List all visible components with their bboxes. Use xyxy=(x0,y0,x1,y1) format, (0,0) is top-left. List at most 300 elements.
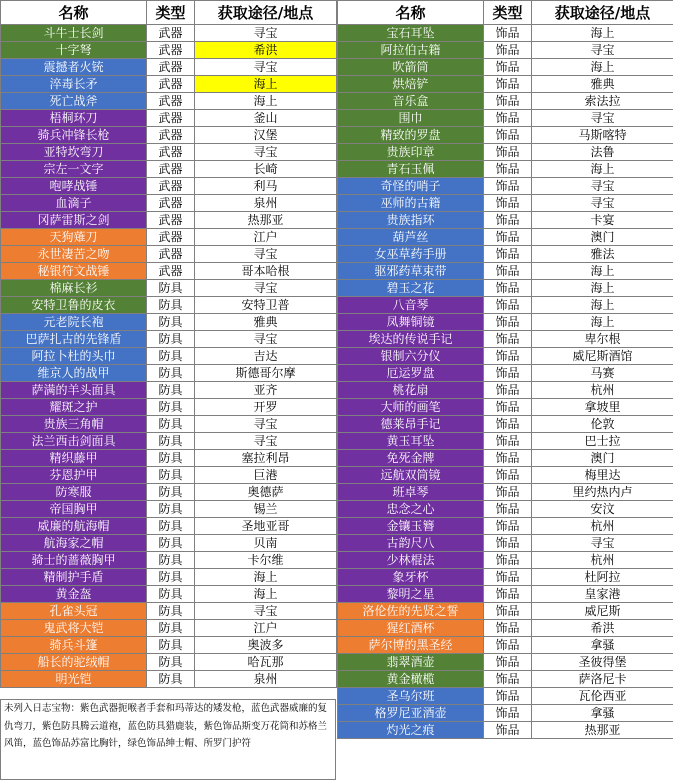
item-type-cell: 防具 xyxy=(147,654,195,671)
table-row xyxy=(338,246,673,263)
item-type-cell: 饰品 xyxy=(484,76,532,93)
item-type-cell: 防具 xyxy=(147,586,195,603)
table-row xyxy=(338,280,673,297)
table-row xyxy=(1,535,337,552)
item-type-cell: 饰品 xyxy=(484,586,532,603)
item-type-cell: 武器 xyxy=(147,195,195,212)
item-location-cell: 威尼斯 xyxy=(532,603,673,620)
item-name-cell: 阿拉卜杜的头巾 xyxy=(1,348,147,365)
item-location-cell: 卑尔根 xyxy=(532,331,673,348)
item-location-cell: 安汶 xyxy=(532,501,673,518)
table-row xyxy=(338,348,673,365)
item-name-cell: 大师的画笔 xyxy=(338,399,484,416)
table-row xyxy=(1,501,337,518)
item-name-cell: 维京人的战甲 xyxy=(1,365,147,382)
item-location-cell: 威尼斯酒馆 xyxy=(532,348,673,365)
item-type-cell: 防具 xyxy=(147,280,195,297)
item-type-cell: 武器 xyxy=(147,178,195,195)
item-location-cell: 寻宝 xyxy=(195,59,337,76)
table-row xyxy=(338,331,673,348)
item-location-cell: 寻宝 xyxy=(532,42,673,59)
column-header-type: 类型 xyxy=(147,1,195,25)
item-location-cell: 寻宝 xyxy=(532,195,673,212)
item-name-cell: 梧桐环刀 xyxy=(1,110,147,127)
item-location-cell: 寻宝 xyxy=(532,178,673,195)
item-name-cell: 骑兵斗篷 xyxy=(1,637,147,654)
item-location-cell: 海上 xyxy=(532,25,673,42)
item-name-cell: 萨满的羊头面具 xyxy=(1,382,147,399)
item-type-cell: 饰品 xyxy=(484,620,532,637)
item-name-cell: 精致的罗盘 xyxy=(338,127,484,144)
item-type-cell: 饰品 xyxy=(484,382,532,399)
table-row xyxy=(338,263,673,280)
item-type-cell: 防具 xyxy=(147,518,195,535)
column-header-location: 获取途径/地点 xyxy=(532,1,673,25)
item-type-cell: 防具 xyxy=(147,348,195,365)
item-name-cell: 亚特坎弯刀 xyxy=(1,144,147,161)
table-row xyxy=(1,331,337,348)
item-type-cell: 饰品 xyxy=(484,552,532,569)
item-location-cell: 热那亚 xyxy=(195,212,337,229)
item-type-cell: 武器 xyxy=(147,25,195,42)
table-row xyxy=(338,535,673,552)
item-name-cell: 忠念之心 xyxy=(338,501,484,518)
item-location-cell: 寻宝 xyxy=(532,110,673,127)
item-type-cell: 武器 xyxy=(147,144,195,161)
table-row xyxy=(338,144,673,161)
item-type-cell: 防具 xyxy=(147,569,195,586)
item-name-cell: 淬毒长矛 xyxy=(1,76,147,93)
item-name-cell: 烘焙铲 xyxy=(338,76,484,93)
table-row xyxy=(338,569,673,586)
item-location-cell: 贝南 xyxy=(195,535,337,552)
item-type-cell: 饰品 xyxy=(484,450,532,467)
item-name-cell: 德莱昂手记 xyxy=(338,416,484,433)
item-name-cell: 威廉的航海帽 xyxy=(1,518,147,535)
table-row xyxy=(1,637,337,654)
item-type-cell: 防具 xyxy=(147,620,195,637)
item-type-cell: 防具 xyxy=(147,501,195,518)
item-name-cell: 翡翠酒壶 xyxy=(338,654,484,671)
item-location-cell: 寻宝 xyxy=(195,280,337,297)
item-name-cell: 驱邪药草束带 xyxy=(338,263,484,280)
item-location-cell: 寻宝 xyxy=(195,416,337,433)
item-type-cell: 饰品 xyxy=(484,688,532,705)
table-row xyxy=(1,569,337,586)
item-type-cell: 武器 xyxy=(147,161,195,178)
table-row xyxy=(338,161,673,178)
item-name-cell: 少林棍法 xyxy=(338,552,484,569)
item-name-cell: 黄金橄榄 xyxy=(338,671,484,688)
item-type-cell: 武器 xyxy=(147,263,195,280)
item-name-cell: 碧玉之花 xyxy=(338,280,484,297)
item-location-cell: 海上 xyxy=(532,297,673,314)
table-row xyxy=(338,178,673,195)
item-name-cell: 免死金牌 xyxy=(338,450,484,467)
item-name-cell: 帝国胸甲 xyxy=(1,501,147,518)
table-row xyxy=(1,263,337,280)
table-row xyxy=(338,654,673,671)
item-name-cell: 永世凄苦之吻 xyxy=(1,246,147,263)
item-type-cell: 饰品 xyxy=(484,365,532,382)
item-location-cell: 亚齐 xyxy=(195,382,337,399)
table-row xyxy=(1,42,337,59)
item-name-cell: 远航双筒镜 xyxy=(338,467,484,484)
item-type-cell: 饰品 xyxy=(484,671,532,688)
item-type-cell: 饰品 xyxy=(484,654,532,671)
item-name-cell: 青石玉佩 xyxy=(338,161,484,178)
table-row xyxy=(1,161,337,178)
table-row xyxy=(1,654,337,671)
item-type-cell: 饰品 xyxy=(484,161,532,178)
item-name-cell: 棉麻长衫 xyxy=(1,280,147,297)
item-name-cell: 骑兵冲锋长枪 xyxy=(1,127,147,144)
item-name-cell: 法兰西击剑面具 xyxy=(1,433,147,450)
item-location-cell: 杭州 xyxy=(532,518,673,535)
item-name-cell: 巴萨扎古的先锋盾 xyxy=(1,331,147,348)
item-type-cell: 饰品 xyxy=(484,229,532,246)
item-name-cell: 猩红酒杯 xyxy=(338,620,484,637)
table-row xyxy=(338,433,673,450)
item-type-cell: 防具 xyxy=(147,433,195,450)
item-name-cell: 埃达的传说手记 xyxy=(338,331,484,348)
item-type-cell: 武器 xyxy=(147,246,195,263)
item-location-cell: 海上 xyxy=(532,59,673,76)
item-location-cell: 江户 xyxy=(195,229,337,246)
table-row xyxy=(338,110,673,127)
item-location-cell: 海上 xyxy=(195,93,337,110)
item-name-cell: 宝石耳坠 xyxy=(338,25,484,42)
table-row xyxy=(1,229,337,246)
item-type-cell: 饰品 xyxy=(484,603,532,620)
item-type-cell: 武器 xyxy=(147,212,195,229)
item-location-cell: 海上 xyxy=(195,586,337,603)
table-row xyxy=(1,246,337,263)
item-type-cell: 饰品 xyxy=(484,705,532,722)
item-type-cell: 饰品 xyxy=(484,195,532,212)
item-name-cell: 安特卫鲁的皮衣 xyxy=(1,297,147,314)
accessories-table xyxy=(337,0,673,739)
item-location-cell: 里约热内卢 xyxy=(532,484,673,501)
table-row xyxy=(338,127,673,144)
item-type-cell: 武器 xyxy=(147,127,195,144)
table-row xyxy=(1,433,337,450)
item-type-cell: 防具 xyxy=(147,297,195,314)
item-name-cell: 血滴子 xyxy=(1,195,147,212)
item-location-cell: 雅典 xyxy=(195,314,337,331)
item-type-cell: 饰品 xyxy=(484,722,532,739)
item-type-cell: 饰品 xyxy=(484,178,532,195)
item-type-cell: 武器 xyxy=(147,42,195,59)
item-name-cell: 咆哮战锤 xyxy=(1,178,147,195)
table-row xyxy=(1,399,337,416)
weapons-armor-table xyxy=(0,0,337,688)
table-row xyxy=(1,484,337,501)
item-name-cell: 斗牛士长剑 xyxy=(1,25,147,42)
table-row xyxy=(1,603,337,620)
table-row xyxy=(338,501,673,518)
item-type-cell: 饰品 xyxy=(484,263,532,280)
item-name-cell: 十字弩 xyxy=(1,42,147,59)
table-row xyxy=(338,671,673,688)
item-type-cell: 防具 xyxy=(147,365,195,382)
item-type-cell: 防具 xyxy=(147,314,195,331)
item-location-cell: 寻宝 xyxy=(195,25,337,42)
table-row xyxy=(338,59,673,76)
item-name-cell: 八音琴 xyxy=(338,297,484,314)
item-name-cell: 圣乌尔班 xyxy=(338,688,484,705)
item-location-cell: 杜阿拉 xyxy=(532,569,673,586)
table-row xyxy=(338,212,673,229)
item-type-cell: 防具 xyxy=(147,450,195,467)
item-type-cell: 防具 xyxy=(147,382,195,399)
item-name-cell: 厄运罗盘 xyxy=(338,365,484,382)
table-row xyxy=(338,586,673,603)
item-name-cell: 黄玉耳坠 xyxy=(338,433,484,450)
table-row xyxy=(338,552,673,569)
item-name-cell: 巫师的古籍 xyxy=(338,195,484,212)
table-row xyxy=(1,620,337,637)
item-location-cell: 拿坡里 xyxy=(532,399,673,416)
item-location-cell: 拿骚 xyxy=(532,637,673,654)
footnote-unlisted-treasures: 未列入日志宝物：紫色武器扼喉者手套和玛蒂达的矮发枪，蓝色武器威廉的复仇弯刀，紫色防具腾云道袍，蓝色防具猎鹿装，紫色饰品斯变万花筒和苏格兰风笛，蓝色饰品苏富比胸针，绿色饰品绅士帽、所罗门护符 xyxy=(0,699,336,780)
item-type-cell: 武器 xyxy=(147,93,195,110)
item-name-cell: 宗左一文字 xyxy=(1,161,147,178)
item-location-cell: 法鲁 xyxy=(532,144,673,161)
item-location-cell: 哥本哈根 xyxy=(195,263,337,280)
item-type-cell: 饰品 xyxy=(484,246,532,263)
item-name-cell: 震撼者火铳 xyxy=(1,59,147,76)
item-location-cell: 热那亚 xyxy=(532,722,673,739)
item-location-cell: 釜山 xyxy=(195,110,337,127)
table-row xyxy=(1,110,337,127)
item-name-cell: 象牙杯 xyxy=(338,569,484,586)
item-type-cell: 饰品 xyxy=(484,144,532,161)
item-location-cell: 卡尔维 xyxy=(195,552,337,569)
item-type-cell: 饰品 xyxy=(484,297,532,314)
table-row xyxy=(338,705,673,722)
table-row xyxy=(1,76,337,93)
item-type-cell: 防具 xyxy=(147,535,195,552)
item-name-cell: 桃花扇 xyxy=(338,382,484,399)
item-location-cell: 巴士拉 xyxy=(532,433,673,450)
item-type-cell: 防具 xyxy=(147,637,195,654)
column-header-location: 获取途径/地点 xyxy=(195,1,337,25)
item-location-cell: 海上 xyxy=(532,280,673,297)
table-row xyxy=(338,603,673,620)
item-location-cell: 马赛 xyxy=(532,365,673,382)
item-type-cell: 饰品 xyxy=(484,535,532,552)
item-name-cell: 凤舞铜镜 xyxy=(338,314,484,331)
item-type-cell: 饰品 xyxy=(484,399,532,416)
item-name-cell: 骑士的蔷薇胸甲 xyxy=(1,552,147,569)
item-type-cell: 防具 xyxy=(147,484,195,501)
item-name-cell: 航海家之帽 xyxy=(1,535,147,552)
header-row xyxy=(1,1,337,25)
table-row xyxy=(1,59,337,76)
item-name-cell: 围巾 xyxy=(338,110,484,127)
item-location-cell: 希洪 xyxy=(195,42,337,59)
table-row xyxy=(338,93,673,110)
item-location-cell: 澳门 xyxy=(532,450,673,467)
item-name-cell: 船长的驼绒帽 xyxy=(1,654,147,671)
item-location-cell: 开罗 xyxy=(195,399,337,416)
item-name-cell: 金镶玉簪 xyxy=(338,518,484,535)
item-name-cell: 黎明之星 xyxy=(338,586,484,603)
item-type-cell: 饰品 xyxy=(484,93,532,110)
item-type-cell: 防具 xyxy=(147,467,195,484)
table-row xyxy=(1,365,337,382)
table-row xyxy=(1,127,337,144)
item-location-cell: 澳门 xyxy=(532,229,673,246)
table-row xyxy=(1,144,337,161)
item-location-cell: 雅典 xyxy=(532,76,673,93)
item-type-cell: 武器 xyxy=(147,110,195,127)
item-type-cell: 防具 xyxy=(147,603,195,620)
table-row xyxy=(338,416,673,433)
item-type-cell: 饰品 xyxy=(484,416,532,433)
item-name-cell: 元老院长袍 xyxy=(1,314,147,331)
table-row xyxy=(338,688,673,705)
item-type-cell: 饰品 xyxy=(484,59,532,76)
table-row xyxy=(338,382,673,399)
table-row xyxy=(338,484,673,501)
item-name-cell: 格罗尼亚酒壶 xyxy=(338,705,484,722)
item-location-cell: 寻宝 xyxy=(195,246,337,263)
table-row xyxy=(338,314,673,331)
table-row xyxy=(338,399,673,416)
item-name-cell: 吹箭筒 xyxy=(338,59,484,76)
table-row xyxy=(338,229,673,246)
table-row xyxy=(1,382,337,399)
item-location-cell: 寻宝 xyxy=(195,433,337,450)
item-name-cell: 贵族指环 xyxy=(338,212,484,229)
item-type-cell: 防具 xyxy=(147,416,195,433)
item-name-cell: 洛伦佐的先贤之誓 xyxy=(338,603,484,620)
item-type-cell: 饰品 xyxy=(484,467,532,484)
item-location-cell: 巨港 xyxy=(195,467,337,484)
item-name-cell: 鬼武将大铠 xyxy=(1,620,147,637)
item-location-cell: 海上 xyxy=(532,161,673,178)
item-location-cell: 瓦伦西亚 xyxy=(532,688,673,705)
table-row xyxy=(1,671,337,688)
item-type-cell: 饰品 xyxy=(484,110,532,127)
item-name-cell: 明光铠 xyxy=(1,671,147,688)
table-row xyxy=(1,25,337,42)
table-row xyxy=(1,212,337,229)
item-type-cell: 饰品 xyxy=(484,433,532,450)
table-row xyxy=(1,552,337,569)
item-name-cell: 贵族印章 xyxy=(338,144,484,161)
item-location-cell: 泉州 xyxy=(195,195,337,212)
item-location-cell: 江户 xyxy=(195,620,337,637)
item-name-cell: 音乐盒 xyxy=(338,93,484,110)
item-name-cell: 天狗薙刀 xyxy=(1,229,147,246)
table-row xyxy=(338,76,673,93)
item-type-cell: 饰品 xyxy=(484,348,532,365)
item-location-cell: 索法拉 xyxy=(532,93,673,110)
table-row xyxy=(338,637,673,654)
table-row xyxy=(338,25,673,42)
item-type-cell: 饰品 xyxy=(484,42,532,59)
item-type-cell: 饰品 xyxy=(484,331,532,348)
item-name-cell: 女巫草药手册 xyxy=(338,246,484,263)
column-header-name: 名称 xyxy=(338,1,484,25)
table-row xyxy=(338,722,673,739)
table-row xyxy=(338,620,673,637)
item-type-cell: 饰品 xyxy=(484,484,532,501)
item-name-cell: 冈萨雷斯之剑 xyxy=(1,212,147,229)
item-location-cell: 长崎 xyxy=(195,161,337,178)
item-name-cell: 葫芦丝 xyxy=(338,229,484,246)
item-location-cell: 奥波多 xyxy=(195,637,337,654)
item-location-cell: 海上 xyxy=(195,569,337,586)
table-row xyxy=(1,93,337,110)
table-row xyxy=(1,416,337,433)
item-location-cell: 杭州 xyxy=(532,552,673,569)
item-location-cell: 寻宝 xyxy=(532,535,673,552)
item-location-cell: 寻宝 xyxy=(195,603,337,620)
column-header-type: 类型 xyxy=(484,1,532,25)
item-location-cell: 寻宝 xyxy=(195,331,337,348)
item-name-cell: 贵族三角帽 xyxy=(1,416,147,433)
item-type-cell: 饰品 xyxy=(484,501,532,518)
item-location-cell: 奥德萨 xyxy=(195,484,337,501)
item-location-cell: 海上 xyxy=(532,263,673,280)
item-location-cell: 马斯喀特 xyxy=(532,127,673,144)
item-name-cell: 孔雀头冠 xyxy=(1,603,147,620)
item-name-cell: 耀斑之护 xyxy=(1,399,147,416)
item-location-cell: 皇家港 xyxy=(532,586,673,603)
item-name-cell: 死亡战斧 xyxy=(1,93,147,110)
item-location-cell: 萨洛尼卡 xyxy=(532,671,673,688)
item-location-cell: 卡宴 xyxy=(532,212,673,229)
item-location-cell: 雅法 xyxy=(532,246,673,263)
table-row xyxy=(1,348,337,365)
item-location-cell: 锡兰 xyxy=(195,501,337,518)
item-type-cell: 武器 xyxy=(147,229,195,246)
item-name-cell: 芬恩护甲 xyxy=(1,467,147,484)
item-name-cell: 秘银符文战锤 xyxy=(1,263,147,280)
item-name-cell: 奇怪的哨子 xyxy=(338,178,484,195)
item-location-cell: 圣地亚哥 xyxy=(195,518,337,535)
table-row xyxy=(338,297,673,314)
item-location-cell: 塞拉利昂 xyxy=(195,450,337,467)
item-location-cell: 杭州 xyxy=(532,382,673,399)
item-location-cell: 海上 xyxy=(532,314,673,331)
item-type-cell: 武器 xyxy=(147,76,195,93)
item-name-cell: 阿拉伯古籍 xyxy=(338,42,484,59)
table-row xyxy=(1,195,337,212)
item-location-cell: 寻宝 xyxy=(195,144,337,161)
item-name-cell: 灼光之痕 xyxy=(338,722,484,739)
item-location-cell: 梅里达 xyxy=(532,467,673,484)
item-type-cell: 防具 xyxy=(147,552,195,569)
table-row xyxy=(338,365,673,382)
table-row xyxy=(338,467,673,484)
item-location-cell: 斯德哥尔摩 xyxy=(195,365,337,382)
item-location-cell: 哈瓦那 xyxy=(195,654,337,671)
table-row xyxy=(1,297,337,314)
item-location-cell: 汉堡 xyxy=(195,127,337,144)
item-name-cell: 班卓琴 xyxy=(338,484,484,501)
item-name-cell: 精织藤甲 xyxy=(1,450,147,467)
item-name-cell: 古韵尺八 xyxy=(338,535,484,552)
item-type-cell: 饰品 xyxy=(484,25,532,42)
item-type-cell: 饰品 xyxy=(484,569,532,586)
table-row xyxy=(1,178,337,195)
item-name-cell: 萨尔博的黑圣经 xyxy=(338,637,484,654)
